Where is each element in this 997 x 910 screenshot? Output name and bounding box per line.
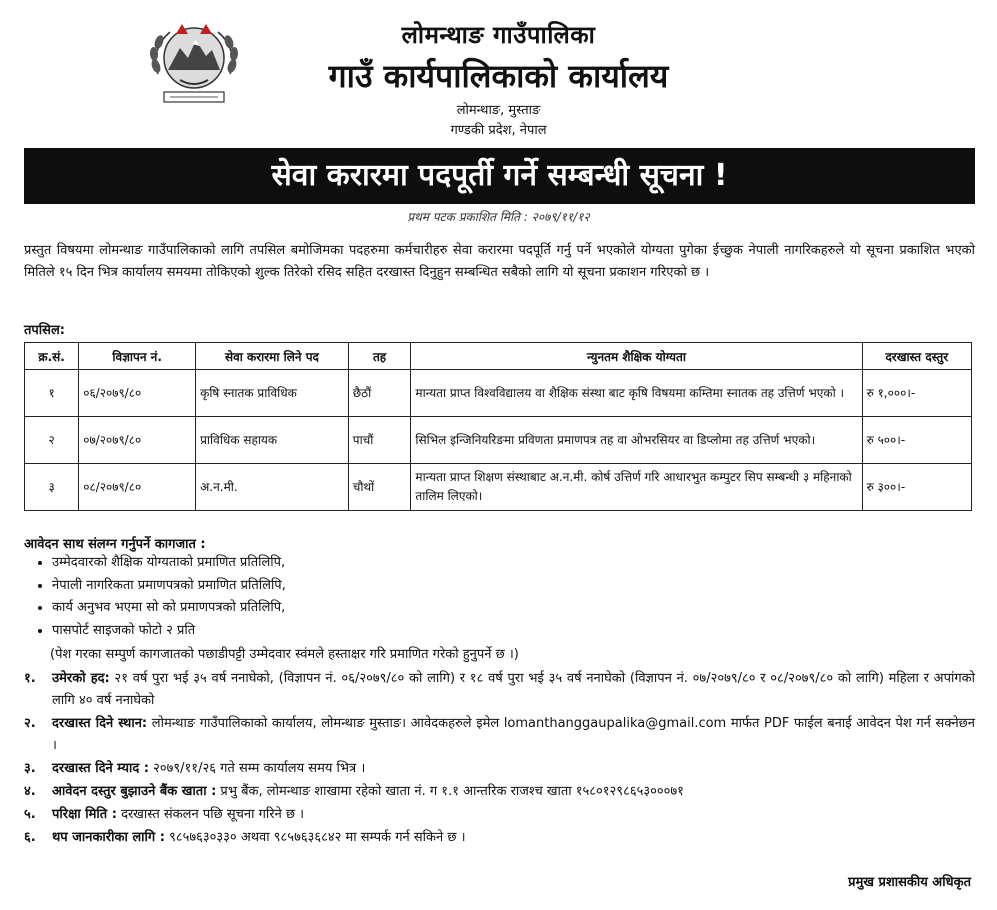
condition-label: दरखास्त दिने स्थान: (52, 716, 148, 731)
header-level: तह (348, 343, 411, 370)
municipality-name: लोमन्थाङ गाउँपालिका (401, 21, 596, 49)
cell-fee: रु १,०००।- (862, 370, 971, 417)
header-post: सेवा करारमा लिने पद (196, 343, 349, 370)
header-sn: क्र.सं. (25, 343, 79, 370)
office-name: गाउँ कार्यपालिकाको कार्यालय (328, 57, 669, 95)
condition-text: ९८५७६३०३३० अथवा ९८५७६३६८४२ मा सम्पर्क गर्न सकिने छ । (164, 830, 466, 845)
publish-date: प्रथम पटक प्रकाशित मिति : २०७९/११/१२ (407, 210, 590, 224)
condition-label: उमेरको हद: (52, 671, 110, 686)
condition-body (52, 758, 975, 780)
condition-item (24, 668, 975, 712)
condition-label: थप जानकारीका लागि : (52, 830, 165, 845)
intro-paragraph: प्रस्तुत विषयमा लोमन्थाङ गाउँपालिकाको लागि तपसिल बमोजिमका पदहरुमा कर्मचारीहरु सेवा करारमा पदपूर्ति गर्नु पर्ने भएकोले योग्यता पुगेका ईच्छुक नेपाली नागरिकहरुले यो सूचना प्रकाशित भएको मितिले १५ दिन भित्र कार्यालय समयमा तोकिएको शुल्क तिरेको रसिद सहित दरखास्त दिनुहुन सम्बन्धित सबैको लागि यो सूचना प्रकाशन गरिएको छ । (24, 243, 975, 280)
condition-text: दरखास्त संकलन पछि सूचना गरिने छ । (116, 807, 305, 822)
cell-qualification: मान्यता प्राप्त शिक्षण संस्थाबाट अ.न.मी. कोर्ष उत्तिर्ण गरि आधारभुत कम्पुटर सिप सम्बन्धी ३ महिनाको तालिम लिएको। (411, 464, 862, 511)
cell-qualification: मान्यता प्राप्त विश्वविद्यालय वा शैक्षिक संस्था बाट कृषि विषयमा कम्तिमा स्नातक तह उत्तिर्ण भएको । (411, 370, 862, 417)
condition-number: ६. (24, 830, 36, 845)
condition-body (52, 827, 975, 849)
table-row (25, 417, 972, 464)
condition-text: २१ वर्ष पुरा भई ३५ वर्ष ननाघेको, (विज्ञापन नं. ०६/२०७९/८० को लागि) र १८ वर्ष पुरा भई ३५ वर्ष ननाघेको (विज्ञापन नं. ०७/२०७९/८० र ०८/२०७९/८० को लागि) महिला र अपांगको लागि ४० वर्ष ननाघेको (52, 671, 975, 708)
condition-label: दरखास्त दिने म्याद : (52, 761, 149, 776)
table-row (25, 464, 972, 511)
cell-qualification: सिभिल इन्जिनियरिङमा प्रविणता प्रमाणपत्र तह वा ओभरसियर वा डिप्लोमा तह उत्तिर्ण भएको। (411, 417, 862, 464)
cell-post: कृषि स्नातक प्राविधिक (196, 370, 349, 417)
cell-sn: १ (25, 370, 79, 417)
cell-sn: २ (25, 417, 79, 464)
tapsil-label: तपसिल: (24, 323, 65, 338)
condition-number: ५. (24, 807, 36, 822)
signatory-title: प्रमुख प्रशासकीय अधिकृत (848, 875, 971, 890)
office-location: लोमन्थाङ, मुस्ताङ (456, 103, 541, 118)
table-header-row (25, 343, 972, 370)
condition-item (24, 758, 975, 780)
cell-fee: रु ३००।- (862, 464, 971, 511)
cell-ad-no: ०७/२०७९/८० (79, 417, 196, 464)
condition-text: प्रभु बैंक, लोमन्थाङ शाखामा रहेको खाता नं. ग १.१ आन्तरिक राजश्च खाता १५८०१२९८६५३०००७१ (216, 784, 684, 799)
list-item: • उम्मेदवारको शैक्षिक योग्यताको प्रमाणित प्रतिलिपि, (52, 552, 286, 575)
condition-body (52, 781, 975, 803)
header-ad-no: विज्ञापन नं. (79, 343, 196, 370)
documents-note: (पेश गरका सम्पुर्ण कागजातको पछाडीपट्टी उम्मेदवार स्वंमले हस्ताक्षर गरि प्रमाणित गरेको हुनुपर्ने छ ।) (50, 647, 519, 662)
cell-ad-no: ०६/२०७९/८० (79, 370, 196, 417)
header-qualification: न्युनतम शैक्षिक योग्यता (411, 343, 862, 370)
condition-text: २०७९/११/२६ गते सम्म कार्यालय समय भित्र । (149, 761, 366, 776)
cell-fee: रु ५००।- (862, 417, 971, 464)
condition-label: परिक्षा मिति : (52, 807, 117, 822)
condition-number: ४. (24, 784, 36, 799)
condition-item (24, 804, 975, 826)
cell-level: पाचौं (348, 417, 411, 464)
cell-sn: ३ (25, 464, 79, 511)
province-country: गण्डकी प्रदेश, नेपाल (450, 123, 547, 138)
list-item: • कार्य अनुभव भएमा सो को प्रमाणपत्रको प्रतिलिपि, (52, 597, 286, 620)
header-fee: दरखास्त दस्तुर (862, 343, 971, 370)
conditions-list (24, 668, 975, 850)
cell-level: चौथों (348, 464, 411, 511)
table-row (25, 370, 972, 417)
documents-list (24, 552, 286, 642)
cell-level: छैठौं (348, 370, 411, 417)
cell-ad-no: ०८/२०७९/८० (79, 464, 196, 511)
vacancy-table (24, 342, 972, 511)
cell-post: प्राविधिक सहायक (196, 417, 349, 464)
condition-body (52, 804, 975, 826)
cell-post: अ.न.मी. (196, 464, 349, 511)
condition-text: लोमन्थाङ गाउँपालिकाको कार्यालय, लोमन्थाङ मुस्ताङ। आवेदकहरुले इमेल lomanthanggaupalika@gmail.com मार्फत PDF फाईल बनाई आवेदन पेश गर्न सक्नेछन । (52, 716, 975, 753)
condition-body (52, 668, 975, 712)
condition-number: २. (24, 716, 36, 731)
condition-number: १. (24, 671, 36, 686)
list-item: • पासपोर्ट साइजको फोटो २ प्रति (52, 620, 286, 643)
condition-item (24, 827, 975, 849)
notice-title-banner: सेवा करारमा पदपूर्ती गर्ने सम्बन्धी सूचना ! (24, 148, 975, 204)
documents-title: आवेदन साथ संलग्न गर्नुपर्ने कागजात : (24, 537, 206, 552)
condition-label: आवेदन दस्तुर बुझाउने बैंक खाता : (52, 784, 217, 799)
condition-number: ३. (24, 761, 36, 776)
condition-item (24, 713, 975, 757)
condition-item (24, 781, 975, 803)
condition-body (52, 713, 975, 757)
list-item: • नेपाली नागरिकता प्रमाणपत्रको प्रमाणित प्रतिलिपि, (52, 575, 286, 598)
